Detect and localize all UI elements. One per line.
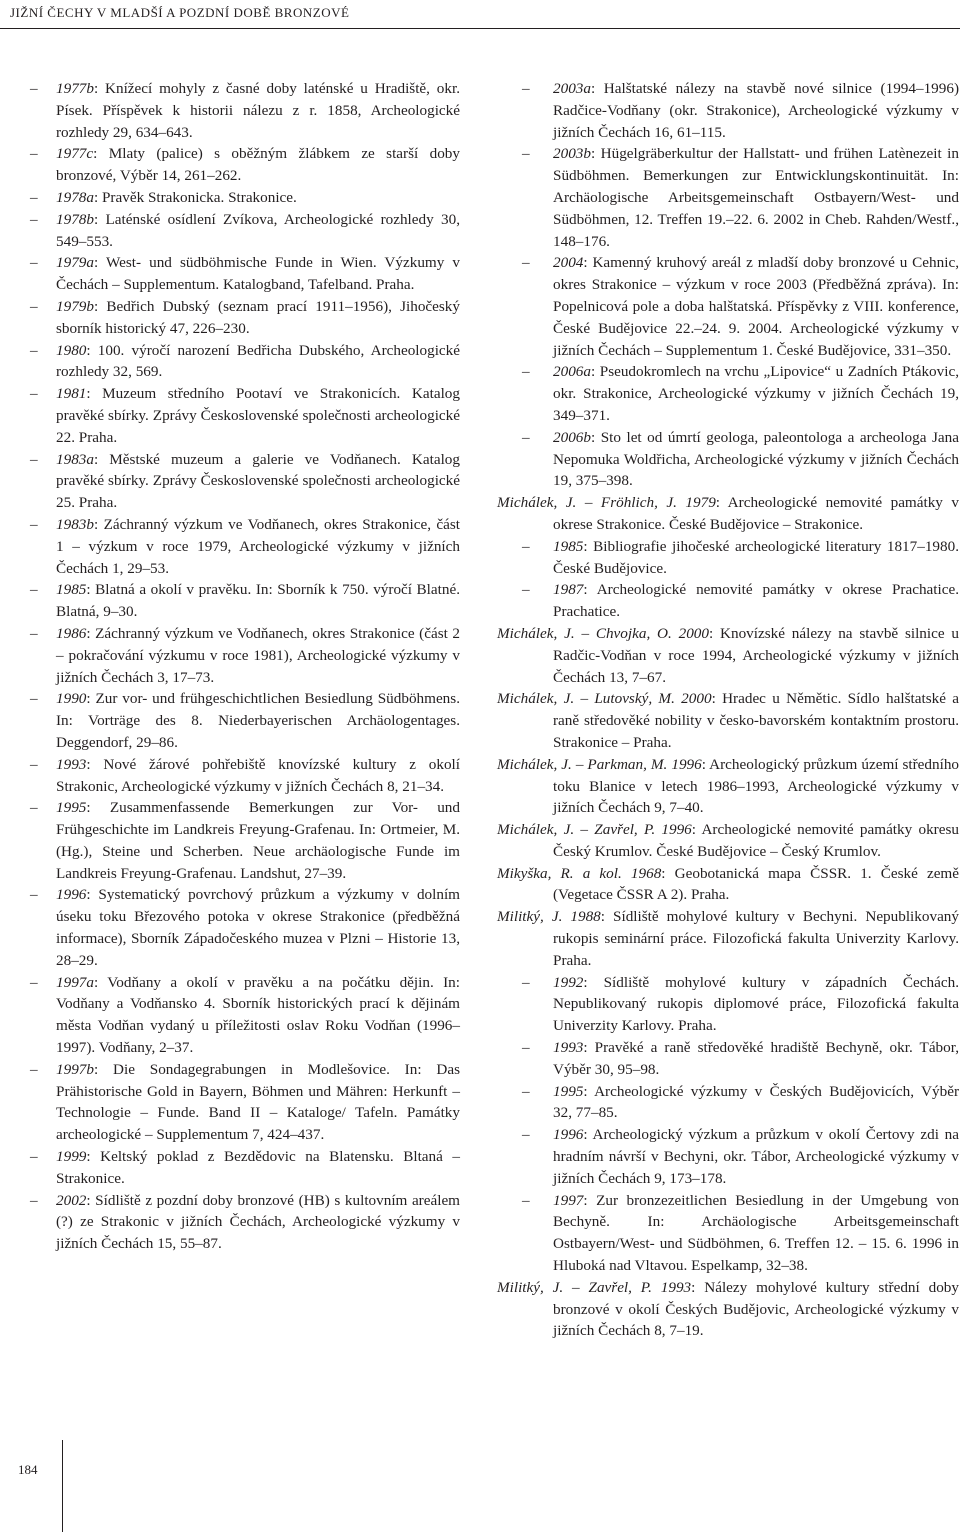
reference-entry <box>497 143 959 252</box>
reference-text: : Keltský poklad z Bezdědovic na Blatensku. Bltaná – Strakonice. <box>56 1148 460 1187</box>
reference-text: : 100. výročí narození Bedřicha Dubského, Archeologické rozhledy 32, 569. <box>56 341 460 381</box>
running-head: JIŽNÍ ČECHY V MLADŠÍ A POZDNÍ DOBĚ BRONZOVÉ <box>10 5 350 20</box>
reference-entry <box>30 78 460 143</box>
reference-entry-author <box>497 492 959 536</box>
reference-year: 1977c <box>56 145 94 163</box>
reference-entry <box>30 514 460 579</box>
entry-dash: – <box>522 537 530 555</box>
reference-entry-author <box>497 1277 959 1342</box>
reference-year: 1985 <box>553 537 584 555</box>
reference-entry <box>497 78 959 143</box>
reference-entry <box>30 1146 460 1190</box>
entry-dash: – <box>522 254 530 272</box>
reference-entry <box>30 296 460 340</box>
entry-dash: – <box>30 581 38 599</box>
reference-text: : Pravěké a raně středověké hradiště Bechyně, okr. Tábor, Výběr 30, 95–98. <box>553 1039 959 1078</box>
entry-dash: – <box>30 1191 38 1209</box>
entry-dash: – <box>522 80 530 97</box>
entry-dash: – <box>30 973 38 991</box>
reference-text: : Pseudokromlech na vrchu „Lipovice“ u Zadních Ptákovic, okr. Strakonice, Archeologické výzkumy v jižních Čechách 19, 349–371. <box>553 363 959 424</box>
reference-entry <box>497 1081 959 1125</box>
reference-entry <box>497 579 959 623</box>
entry-dash: – <box>30 515 38 533</box>
reference-author: Michálek, J. – Fröhlich, J. 1979 <box>497 494 716 512</box>
reference-entry <box>497 252 959 361</box>
reference-text: : West- und südböhmische Funde in Wien. Výzkumy v Čechách – Supplementum. Katalogband, Tafelband. Praha. <box>56 254 460 294</box>
reference-author: Michálek, J. – Parkman, M. 1996 <box>497 755 702 773</box>
reference-year: 1992 <box>553 973 584 991</box>
entry-dash: – <box>30 385 38 403</box>
reference-year: 2003b <box>553 145 591 163</box>
reference-year: 1997 <box>553 1191 584 1209</box>
reference-text: : Muzeum středního Pootaví ve Strakonicích. Katalog pravěké sbírky. Zprávy Československé společnosti archeologické 22. Praha. <box>56 385 460 446</box>
entry-dash: – <box>30 1148 38 1166</box>
entry-dash: – <box>30 1060 38 1078</box>
reference-year: 1995 <box>553 1082 584 1100</box>
reference-text: : Městské muzeum a galerie ve Vodňanech. Katalog pravěké sbírky. Zprávy Československé společnosti archeologické 25. Praha. <box>56 450 460 512</box>
reference-year: 1978a <box>56 188 94 206</box>
reference-text: : Archeologické nemovité památky v okrese Prachatice. Prachatice. <box>553 581 959 621</box>
reference-entry <box>30 688 460 753</box>
reference-text: : Sídliště mohylové kultury v Bechyni. Nepublikovaný rukopis seminární práce. Filozofická fakulta Univerzity Karlovy. Praha. <box>553 908 959 969</box>
entry-dash: – <box>522 1126 530 1144</box>
reference-year: 1981 <box>56 385 87 403</box>
reference-entry <box>497 1190 959 1277</box>
reference-text: : Halštatské nálezy na stavbě nové silnice (1994–1996) Radčice-Vodňany (okr. Strakonice), Archeologické výzkumy v jižních Čechách 16, 61–115. <box>553 80 959 141</box>
reference-entry <box>30 884 460 971</box>
reference-text: : Hradec u Němětic. Sídlo halštatské a raně středověké nobility v česko-bavorském kontaktním prostoru. Strakonice – Praha. <box>553 690 959 751</box>
reference-text: : Systematický povrchový průzkum a výzkumy v dolním úseku toku Březového potoka v okrese Strakonice (předběžná informace), Sborník Západočeského muzea v Plzni – Historie 13, 28–29. <box>56 886 460 969</box>
entry-dash: – <box>30 188 38 206</box>
reference-text: : Hügelgräberkultur der Hallstatt- und frühen Latènezeit in Südböhmen. Bemerkungen zur Entwicklungskontinuität. In: Archäologische Arbeitsgemeinschaft Ostbayern/West- und Südböhmen, 12. Treffen 19.–22. 6. 2002 in Cheb. Rahden/Westf., 148–176. <box>553 145 959 250</box>
entry-dash: – <box>30 254 38 272</box>
entry-dash: – <box>30 210 38 228</box>
entry-dash: – <box>522 1191 530 1209</box>
page-number-box <box>0 1440 63 1532</box>
reference-text: : Blatná a okolí v pravěku. In: Sborník k 750. výročí Blatné. Blatná, 9–30. <box>56 581 460 621</box>
reference-entry <box>30 449 460 514</box>
entry-dash: – <box>30 297 38 315</box>
reference-text: : Pravěk Strakonicka. Strakonice. <box>93 188 297 206</box>
reference-year: 1993 <box>56 755 87 773</box>
reference-year: 1987 <box>553 581 584 599</box>
reference-entry <box>497 427 959 492</box>
reference-year: 1979b <box>56 297 94 315</box>
reference-year: 1983b <box>56 515 94 533</box>
reference-entry <box>30 340 460 384</box>
entry-dash: – <box>30 145 38 163</box>
reference-entry-author <box>497 906 959 971</box>
reference-entry <box>497 361 959 426</box>
reference-year: 1977b <box>56 80 94 97</box>
entry-dash: – <box>522 363 530 381</box>
entry-dash: – <box>522 973 530 991</box>
reference-year: 1996 <box>553 1126 584 1144</box>
reference-text: : Nové žárové pohřebiště knovízské kultury z okolí Strakonic, Archeologické výzkumy v jižních Čechách 8, 21–34. <box>56 755 460 795</box>
reference-entry <box>497 972 959 1037</box>
reference-text: : Archeologický výzkum a průzkum v okolí Čertovy zdi na hradním návrší v Bechyni, okr. Tábor, Archeologické výzkumy v jižních Čechách 9, 173–178. <box>553 1126 959 1187</box>
header-rule <box>0 28 960 29</box>
reference-text: : Archeologické nemovité památky okresu Český Krumlov. České Budějovice – Český Krumlov. <box>553 821 959 860</box>
reference-author: Michálek, J. – Lutovský, M. 2000 <box>497 690 712 708</box>
entry-dash: – <box>30 755 38 773</box>
entry-dash: – <box>30 80 38 97</box>
reference-entry <box>497 1037 959 1081</box>
entry-dash: – <box>30 886 38 904</box>
reference-text: : Geobotanická mapa ČSSR. 1. České země (Vegetace ČSSR A 2). Praha. <box>553 864 959 904</box>
reference-entry <box>30 623 460 688</box>
entry-dash: – <box>30 341 38 359</box>
reference-entry <box>30 972 460 1059</box>
reference-entry <box>30 252 460 296</box>
reference-entry-author <box>497 623 959 688</box>
reference-text: : Knovízské nálezy na stavbě silnice u Radčic-Vodňan v roce 1994, Archeologické výzkumy v jižních Čechách 13, 7–67. <box>553 624 959 686</box>
reference-text: : Archeologické výzkumy v Českých Budějovicích, Výběr 32, 77–85. <box>553 1082 959 1122</box>
reference-author: Michálek, J. – Chvojka, O. 2000 <box>497 624 709 642</box>
reference-text: : Sídliště mohylové kultury v západních Čechách. Nepublikovaný rukopis diplomové práce, Filozofická fakulta Univerzity Karlovy. Praha. <box>553 973 959 1035</box>
entry-dash: – <box>30 624 38 642</box>
reference-text: : Zusammenfassende Bemerkungen zur Vor- und Frühgeschichte im Landkreis Freyung-Grafenau. In: Ortmeier, M. (Hg.), Steine und Scherben. Neue archäologische Funde im Landkreis Freyung-Grafenau. Landshut, 27–39. <box>56 799 460 882</box>
reference-entry-author <box>497 688 959 753</box>
reference-year: 1997a <box>56 973 94 991</box>
page-number: 184 <box>18 1462 38 1477</box>
reference-text: : Kamenný kruhový areál z mladší doby bronzové u Cehnic, okres Strakonice – výzkum v roce 2003 (Předběžná zpráva). In: Popelnicová pole a doba halštatská. Příspěvky z VIII. konference, České Budějovice 22.–24. 9. 2004. Archeologické výzkumy v jižních Čechách – Supplementum 1. České Budějovice, 331–350. <box>553 254 959 359</box>
reference-author: Michálek, J. – Zavřel, P. 1996 <box>497 821 692 839</box>
reference-text: : Laténské osídlení Zvíkova, Archeologické rozhledy 30, 549–553. <box>56 210 460 250</box>
entry-dash: – <box>30 799 38 817</box>
reference-text: : Archeologické nemovité památky v okrese Strakonice. České Budějovice – Strakonice. <box>553 494 959 533</box>
reference-entry <box>30 209 460 253</box>
reference-text: : Nálezy mohylové kultury střední doby bronzové v okolí Českých Budějovic, Archeologické výzkumy v jižních Čechách 8, 7–19. <box>553 1278 959 1340</box>
reference-entry <box>30 187 460 209</box>
reference-author: Militký, J. 1988 <box>497 908 601 926</box>
reference-year: 2004 <box>553 254 584 272</box>
reference-text: : Zur bronzezeitlichen Besiedlung in der Umgebung von Bechyně. In: Archäologische Arbeitsgemeinschaft Ostbayern/West- und Südböhmen, 6. Treffen 12. – 15. 6. 1996 in Hluboká nad Vltavou. Espelkamp, 32–38. <box>553 1191 959 1275</box>
reference-year: 2003a <box>553 80 591 97</box>
reference-author: Militký, J. – Zavřel, P. 1993 <box>497 1278 692 1296</box>
reference-year: 2006a <box>553 363 591 381</box>
reference-entry <box>30 143 460 187</box>
reference-year: 1995 <box>56 799 87 817</box>
reference-text: : Knížecí mohyly z časné doby laténské u Hradiště, okr. Písek. Příspěvek k historii nálezu z r. 1858, Archeologické rozhledy 29, 634–643. <box>56 80 460 141</box>
reference-entry <box>30 579 460 623</box>
entry-dash: – <box>522 1082 530 1100</box>
reference-year: 2006b <box>553 428 591 446</box>
reference-entry <box>497 536 959 580</box>
reference-text: : Archeologický průzkum území středního toku Blanice v letech 1986–1993, Archeologické výzkumy v jižních Čechách 9, 7–40. <box>553 755 960 817</box>
reference-year: 1993 <box>553 1039 584 1057</box>
reference-entry <box>30 1059 460 1146</box>
right-column <box>497 78 959 1342</box>
reference-text: : Sídliště z pozdní doby bronzové (HB) s kultovním areálem (?) ze Strakonic v jižních Čechách, Archeologické výzkumy v jižních Čechách 15, 55–87. <box>56 1191 460 1253</box>
reference-text: : Bedřich Dubský (seznam prací 1911–1956), Jihočeský sborník historický 47, 226–230. <box>56 297 460 337</box>
reference-text: : Die Sondagegrabungen in Modlešovice. In: Das Prähistorische Gold in Bayern, Böhmen und Mähren: Herkunft – Technologie – Funde. Band II – Kataloge/ Tafeln. Památky archeologické – Supplementum 7, 424–437. <box>56 1060 460 1144</box>
reference-year: 1978b <box>56 210 94 228</box>
left-column <box>30 78 460 1255</box>
reference-entry <box>30 754 460 798</box>
reference-entry <box>30 383 460 448</box>
reference-text: : Zur vor- und frühgeschichtlichen Besiedlung Südböhmens. In: Vorträge des 8. Niederbayerischen Archäologentages. Deggendorf, 29–86. <box>56 690 460 751</box>
reference-text: : Záchranný výzkum ve Vodňanech, okres Strakonice (část 2 – pokračování výzkumu v roce 1981), Archeologické výzkumy v jižních Čechách 3, 17–73. <box>56 624 460 686</box>
reference-text: : Záchranný výzkum ve Vodňanech, okres Strakonice, část 1 – výzkum v roce 1979, Archeologické výzkumy v jižních Čechách 1, 29–53. <box>56 515 460 577</box>
entry-dash: – <box>522 581 530 599</box>
reference-entry-author <box>497 819 959 863</box>
reference-year: 1985 <box>56 581 87 599</box>
reference-entry <box>497 1124 959 1189</box>
entry-dash: – <box>522 1039 530 1057</box>
reference-year: 1980 <box>56 341 87 359</box>
reference-text: : Vodňany a okolí v pravěku a na počátku dějin. In: Vodňany a Vodňansko 4. Sborník historických prací k dějinám města Vodňan vydaný u příležitosti oslav Roku Vodňan (1996–1997). Vodňany, 2–37. <box>56 973 460 1057</box>
entry-dash: – <box>522 145 530 163</box>
reference-year: 1996 <box>56 886 87 904</box>
reference-year: 1990 <box>56 690 87 708</box>
reference-entry-author <box>497 754 959 819</box>
reference-year: 1983a <box>56 450 94 468</box>
reference-entry <box>30 797 460 884</box>
reference-year: 1997b <box>56 1060 94 1078</box>
reference-year: 1986 <box>56 624 87 642</box>
reference-text: : Bibliografie jihočeské archeologické literatury 1817–1980. České Budějovice. <box>553 537 959 577</box>
reference-text: : Sto let od úmrtí geologa, paleontologa a archeologa Jana Nepomuka Woldřicha, Archeologické výzkumy v jižních Čechách 19, 375–398. <box>553 428 959 490</box>
reference-text: : Mlaty (palice) s oběžným žlábkem ze starší doby bronzové, Výběr 14, 261–262. <box>56 145 460 185</box>
entry-dash: – <box>30 450 38 468</box>
reference-year: 1999 <box>56 1148 87 1166</box>
entry-dash: – <box>522 428 530 446</box>
reference-year: 1979a <box>56 254 94 272</box>
reference-year: 2002 <box>56 1191 87 1209</box>
entry-dash: – <box>30 690 38 708</box>
reference-entry-author <box>497 863 959 907</box>
reference-author: Mikyška, R. a kol. 1968 <box>497 864 662 882</box>
reference-entry <box>30 1190 460 1255</box>
